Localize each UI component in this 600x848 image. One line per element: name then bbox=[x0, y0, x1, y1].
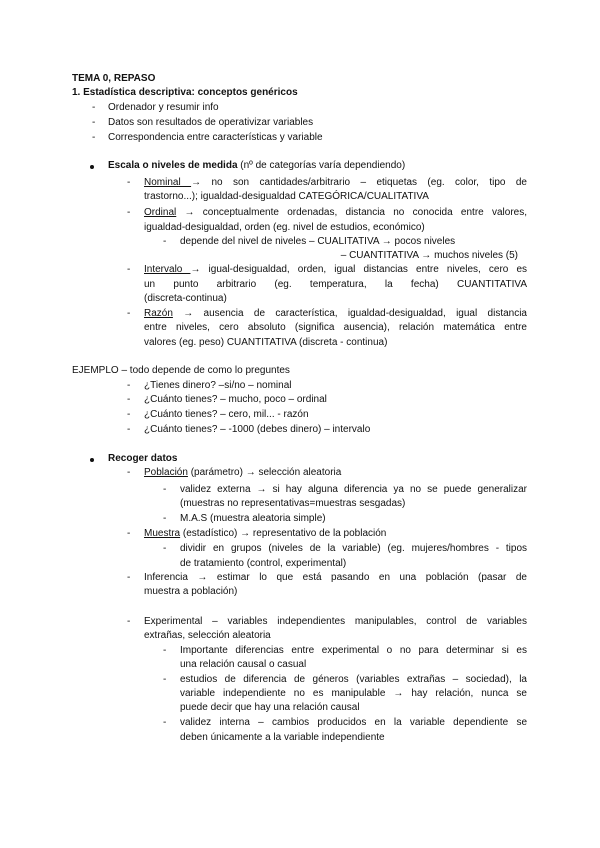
muestra-line bbox=[144, 527, 386, 541]
term: Nominal bbox=[144, 177, 192, 188]
text-line: trastorno...); igualdad-desigualdad CATEGÓRICA/CUALITATIVA bbox=[144, 191, 429, 202]
section-heading: 1. Estadística descriptiva: conceptos genéricos bbox=[72, 87, 298, 98]
text-line: un punto arbitrario (eg. temperatura, la fecha) CUANTITATIVA bbox=[144, 279, 527, 290]
text: → conceptualmente ordenadas, distancia no conocida entre valores, bbox=[176, 207, 527, 218]
escala-note: (nº de categorías varía dependiendo) bbox=[237, 160, 406, 171]
text-line: extrañas, selección aleatoria bbox=[144, 630, 271, 641]
ordinal-line bbox=[144, 206, 527, 220]
text-line: validez externa → si hay alguna diferencia ya no se puede generalizar bbox=[180, 484, 527, 495]
text-line: depende del nivel de niveles – CUALITATIVA → pocos niveles bbox=[180, 236, 456, 247]
list-item: ¿Cuánto tienes? – mucho, poco – ordinal bbox=[144, 394, 327, 405]
list-item: ¿Cuánto tienes? – cero, mil... - razón bbox=[144, 409, 309, 420]
dash: - bbox=[127, 424, 131, 435]
dash: - bbox=[92, 132, 96, 143]
escala-label: Escala o niveles de medida bbox=[108, 160, 238, 171]
text: (estadístico) → representativo de la población bbox=[180, 528, 387, 539]
text-line: Importante diferencias entre experimental o no para determinar si es bbox=[180, 645, 527, 656]
intervalo-line bbox=[144, 263, 527, 277]
text-line: variable independiente no es manipulable → hay relación, nunca se bbox=[180, 688, 527, 699]
dash: - bbox=[163, 674, 167, 685]
dash: - bbox=[92, 102, 96, 113]
escala-heading bbox=[108, 159, 405, 173]
title: TEMA 0, REPASO bbox=[72, 73, 156, 84]
dash: - bbox=[127, 409, 131, 420]
dash: - bbox=[92, 117, 96, 128]
dash: - bbox=[127, 264, 131, 275]
list-item: Datos son resultados de operativizar variables bbox=[108, 117, 314, 128]
text-line: igualdad-desigualdad, orden (eg. nivel de estudios, económico) bbox=[144, 222, 425, 233]
dash: - bbox=[127, 394, 131, 405]
text: (parámetro) → selección aleatoria bbox=[187, 467, 342, 478]
text-line: (muestras no representativas=muestras sesgadas) bbox=[180, 498, 406, 509]
text-line: una relación causal o casual bbox=[180, 659, 307, 670]
dash: - bbox=[127, 207, 131, 218]
dash: - bbox=[127, 308, 131, 319]
dash: - bbox=[127, 572, 131, 583]
list-item: Ordenador y resumir info bbox=[108, 102, 219, 113]
nominal-line bbox=[144, 176, 527, 190]
text-line: M.A.S (muestra aleatoria simple) bbox=[180, 513, 326, 524]
text-line: muestra a población) bbox=[144, 586, 238, 597]
text-line: puede decir que hay una relación causal bbox=[180, 702, 360, 713]
list-item: Correspondencia entre características y variable bbox=[108, 132, 323, 143]
text: → ausencia de característica, igualdad-desigualdad, igual distancia bbox=[172, 308, 527, 319]
poblacion-line bbox=[144, 466, 341, 480]
text-line: estudios de diferencia de géneros (variables extrañas – sociedad), la bbox=[180, 674, 527, 685]
text-line: de tratamiento (control, experimental) bbox=[180, 558, 347, 569]
dash: - bbox=[163, 513, 167, 524]
bullet-icon bbox=[90, 458, 94, 462]
term: Razón bbox=[144, 308, 173, 319]
dash: - bbox=[127, 467, 131, 478]
bullet-icon bbox=[90, 165, 94, 169]
text-line: (discreta-continua) bbox=[144, 293, 227, 304]
text-line: Inferencia → estimar lo que está pasando en una población (pasar de bbox=[144, 572, 527, 583]
dash: - bbox=[163, 236, 167, 247]
dash: - bbox=[163, 543, 167, 554]
dash: - bbox=[163, 717, 167, 728]
dash: - bbox=[127, 616, 131, 627]
ejemplo-heading: EJEMPLO – todo depende de como lo preguntes bbox=[72, 365, 290, 376]
dash: - bbox=[127, 177, 131, 188]
list-item: ¿Cuánto tienes? – -1000 (debes dinero) – intervalo bbox=[144, 424, 371, 435]
dash: - bbox=[127, 528, 131, 539]
text-line: validez interna – cambios producidos en la variable dependiente se bbox=[180, 717, 527, 728]
term: Ordinal bbox=[144, 207, 177, 218]
recoger-heading: Recoger datos bbox=[108, 453, 178, 464]
dash: - bbox=[163, 484, 167, 495]
text: → no son cantidades/arbitrario – etiquetas (eg. color, tipo de bbox=[191, 177, 527, 188]
text-line: entre niveles, cero absoluto (significa ausencia), relación matemática entre bbox=[144, 322, 527, 333]
text-line: valores (eg. peso) CUANTITATIVA (discreta - continua) bbox=[144, 337, 388, 348]
list-item: ¿Tienes dinero? –si/no – nominal bbox=[144, 380, 292, 391]
term: Muestra bbox=[144, 528, 181, 539]
text-line: Experimental – variables independientes manipulables, control de variables bbox=[144, 616, 527, 627]
razon-line bbox=[144, 307, 527, 321]
text-line: deben únicamente a la variable independiente bbox=[180, 732, 385, 743]
dash: - bbox=[163, 645, 167, 656]
text-line: dividir en grupos (niveles de la variable) (eg. mujeres/hombres - tipos bbox=[180, 543, 527, 554]
term: Intervalo bbox=[144, 264, 191, 275]
term: Población bbox=[144, 467, 188, 478]
text: → igual-desigualdad, orden, igual distancias entre niveles, cero es bbox=[190, 264, 528, 275]
text-line: – CUANTITATIVA → muchos niveles (5) bbox=[340, 250, 518, 261]
dash: - bbox=[127, 380, 131, 391]
